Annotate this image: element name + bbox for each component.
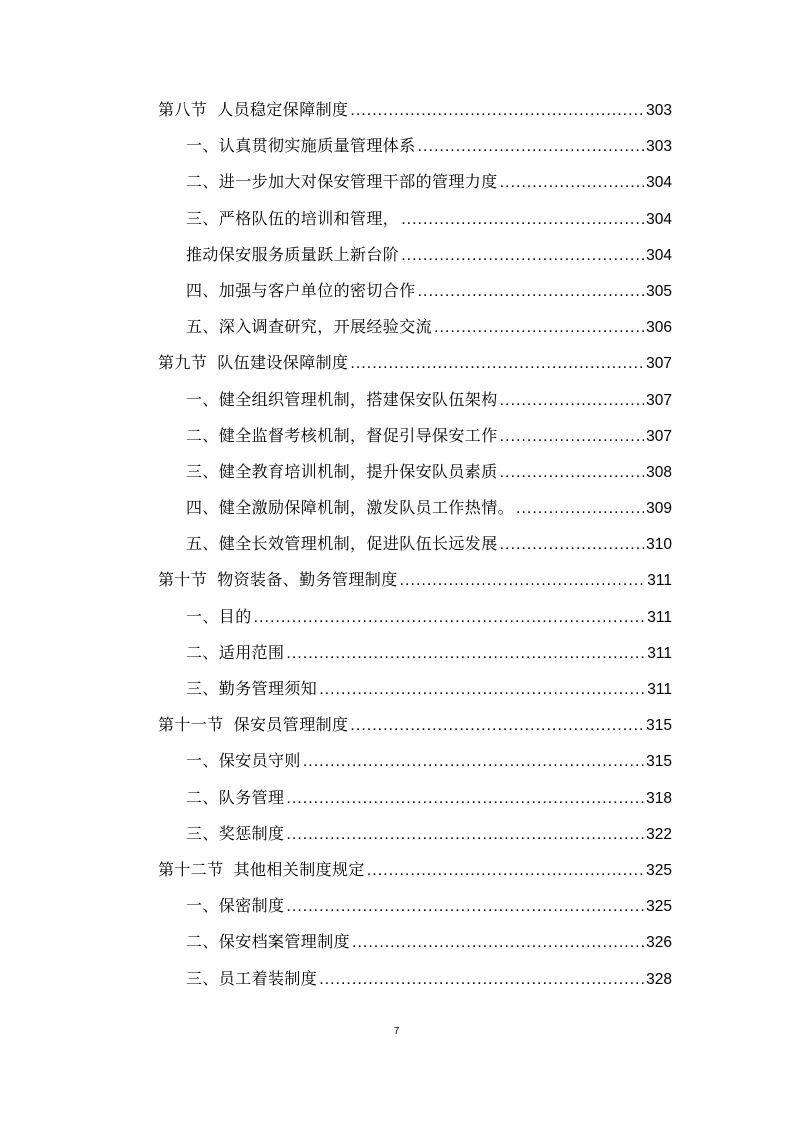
toc-entry-text: 二、队务管理 — [186, 787, 285, 807]
toc-entry-text: 推动保安服务质量跃上新台阶 — [186, 244, 400, 264]
toc-entry-title — [186, 128, 416, 164]
toc-page-number: 326 — [646, 934, 672, 952]
toc-entry-title — [186, 888, 284, 924]
toc-page-number: 307 — [646, 391, 672, 409]
toc-subsection-entry[interactable] — [158, 961, 672, 997]
toc-subsection-entry[interactable] — [158, 490, 672, 526]
toc-dot-leader — [418, 274, 645, 310]
toc-entry-text: 二、保安档案管理制度 — [186, 932, 351, 952]
toc-page-number: 309 — [646, 500, 672, 518]
toc-dot-leader — [500, 383, 645, 419]
toc-subsection-entry[interactable] — [158, 309, 672, 345]
toc-entry-text: 保安员管理制度 — [233, 715, 349, 735]
toc-page-number: 315 — [646, 753, 672, 771]
toc-subsection-entry[interactable] — [158, 816, 672, 852]
toc-page-number: 304 — [646, 210, 672, 228]
toc-dot-leader — [350, 93, 644, 129]
toc-dot-leader — [350, 708, 644, 744]
toc-entry-title — [186, 635, 284, 671]
toc-subsection-entry[interactable] — [158, 164, 672, 200]
toc-page-number: 305 — [646, 282, 672, 300]
toc-dot-leader — [286, 817, 644, 853]
toc-subsection-entry[interactable] — [158, 201, 672, 237]
toc-entry-text: 一、保安员守则 — [186, 751, 301, 771]
toc-page-number: 328 — [646, 970, 672, 988]
toc-page-number: 304 — [646, 246, 672, 264]
toc-page-number: 303 — [646, 138, 672, 156]
toc-entry-title — [186, 490, 514, 526]
toc-dot-leader — [367, 853, 644, 889]
toc-entry-text: 三、勤务管理须知 — [186, 679, 318, 698]
toc-entry-title — [186, 526, 498, 562]
toc-entry-text: 一、目的 — [186, 606, 252, 626]
toc-entry-text: 二、进一步加大对保安管理干部的管理力度 — [186, 172, 498, 192]
toc-entry-title — [158, 707, 348, 743]
toc-page-number: 325 — [646, 898, 672, 916]
toc-dot-leader — [500, 455, 645, 491]
toc-entry-text: 四、加强与客户单位的密切合作 — [186, 280, 416, 300]
toc-entry-title — [158, 345, 348, 381]
toc-entry-text: 五、深入调查研究，开展经验交流 — [186, 317, 433, 337]
toc-entry-title — [186, 780, 284, 816]
toc-page-number: 306 — [646, 319, 672, 337]
toc-dot-leader — [286, 781, 644, 817]
toc-page-number: 307 — [646, 427, 672, 445]
toc-dot-leader — [400, 563, 646, 599]
toc-subsection-entry[interactable] — [158, 635, 672, 671]
toc-entry-text: 三、员工着装制度 — [186, 968, 318, 988]
toc-dot-leader — [500, 165, 645, 201]
toc-page-number: 304 — [646, 174, 672, 192]
page-number: 7 — [393, 1026, 400, 1037]
toc-subsection-entry[interactable] — [158, 599, 672, 635]
toc-entry-title — [186, 961, 317, 997]
toc-section-entry[interactable] — [158, 92, 672, 128]
toc-entry-title — [186, 382, 498, 418]
toc-entry-title — [186, 743, 301, 779]
toc-section-number: 第十二节 — [158, 859, 224, 879]
toc-dot-leader — [434, 310, 644, 346]
toc-page-number: 308 — [646, 463, 672, 481]
toc-entry-title — [186, 924, 350, 960]
toc-page-number: 311 — [647, 681, 672, 698]
toc-subsection-entry[interactable] — [158, 128, 672, 164]
toc-page-number: 315 — [646, 717, 672, 735]
toc-entry-title — [158, 92, 348, 128]
toc-page-number: 311 — [647, 644, 672, 662]
table-of-contents — [158, 92, 672, 997]
toc-dot-leader — [500, 527, 645, 563]
toc-subsection-entry[interactable] — [158, 743, 672, 779]
toc-entry-text: 三、严格队伍的培训和管理， — [186, 208, 400, 228]
toc-subsection-entry[interactable] — [158, 237, 672, 273]
toc-dot-leader — [286, 889, 644, 925]
toc-entry-title — [186, 816, 284, 852]
toc-entry-title — [186, 599, 252, 635]
toc-subsection-entry[interactable] — [158, 273, 672, 309]
toc-subsection-entry[interactable] — [158, 780, 672, 816]
toc-entry-text: 五、健全长效管理机制，促进队伍长远发展 — [186, 534, 498, 554]
toc-subsection-entry[interactable] — [158, 454, 672, 490]
toc-dot-leader — [319, 962, 644, 998]
toc-entry-text: 三、健全教育培训机制，提升保安队员素质 — [186, 461, 498, 481]
toc-entry-title — [158, 852, 365, 888]
toc-dot-leader — [319, 672, 645, 708]
toc-dot-leader — [500, 419, 645, 455]
toc-entry-title — [186, 164, 498, 200]
toc-dot-leader — [516, 491, 644, 527]
toc-entry-text: 人员稳定保障制度 — [217, 100, 349, 119]
toc-entry-title — [186, 273, 416, 309]
toc-page-number: 311 — [647, 572, 672, 590]
toc-page-number: 307 — [646, 355, 672, 373]
toc-section-entry[interactable] — [158, 562, 672, 598]
toc-page-number: 325 — [646, 861, 672, 879]
toc-dot-leader — [303, 744, 644, 780]
toc-entry-text: 一、健全组织管理机制，搭建保安队伍架构 — [186, 389, 498, 409]
toc-entry-title — [186, 671, 317, 707]
toc-entry-title — [186, 237, 399, 273]
toc-entry-title — [186, 454, 498, 490]
toc-dot-leader — [286, 636, 645, 672]
toc-dot-leader — [254, 600, 646, 636]
toc-subsection-entry[interactable] — [158, 671, 672, 707]
toc-subsection-entry[interactable] — [158, 418, 672, 454]
toc-section-number: 第十节 — [158, 570, 208, 590]
toc-dot-leader — [352, 925, 644, 961]
toc-page-number: 318 — [646, 789, 672, 807]
toc-entry-text: 四、健全激励保障机制，激发队员工作热情。 — [186, 498, 515, 518]
toc-section-entry[interactable] — [158, 707, 672, 743]
toc-entry-title — [186, 309, 432, 345]
toc-section-number: 第十一节 — [158, 715, 224, 735]
toc-page-number: 310 — [646, 536, 672, 554]
toc-entry-text: 一、认真贯彻实施质量管理体系 — [186, 136, 416, 156]
toc-entry-text: 二、健全监督考核机制，督促引导保安工作 — [186, 425, 498, 445]
toc-entry-text: 其他相关制度规定 — [233, 859, 365, 879]
toc-dot-leader — [401, 202, 644, 238]
toc-page-number: 303 — [646, 102, 672, 119]
toc-entry-text: 二、适用范围 — [186, 642, 285, 662]
toc-subsection-entry[interactable] — [158, 924, 672, 960]
toc-dot-leader — [350, 346, 644, 382]
toc-section-number: 第八节 — [158, 100, 208, 119]
toc-entry-title — [186, 201, 399, 237]
toc-entry-title — [158, 562, 398, 598]
toc-page-number: 311 — [647, 608, 672, 626]
toc-dot-leader — [418, 129, 645, 165]
toc-entry-text: 队伍建设保障制度 — [217, 353, 349, 373]
toc-entry-title — [186, 418, 498, 454]
toc-dot-leader — [401, 238, 644, 274]
toc-subsection-entry[interactable] — [158, 526, 672, 562]
toc-section-number: 第九节 — [158, 353, 208, 373]
toc-entry-text: 三、奖惩制度 — [186, 823, 285, 843]
toc-entry-text: 物资装备、勤务管理制度 — [217, 570, 398, 590]
toc-section-entry[interactable] — [158, 852, 672, 888]
toc-subsection-entry[interactable] — [158, 382, 672, 418]
toc-subsection-entry[interactable] — [158, 888, 672, 924]
toc-section-entry[interactable] — [158, 345, 672, 381]
toc-entry-text: 一、保密制度 — [186, 896, 285, 916]
toc-page-number: 322 — [646, 825, 672, 843]
